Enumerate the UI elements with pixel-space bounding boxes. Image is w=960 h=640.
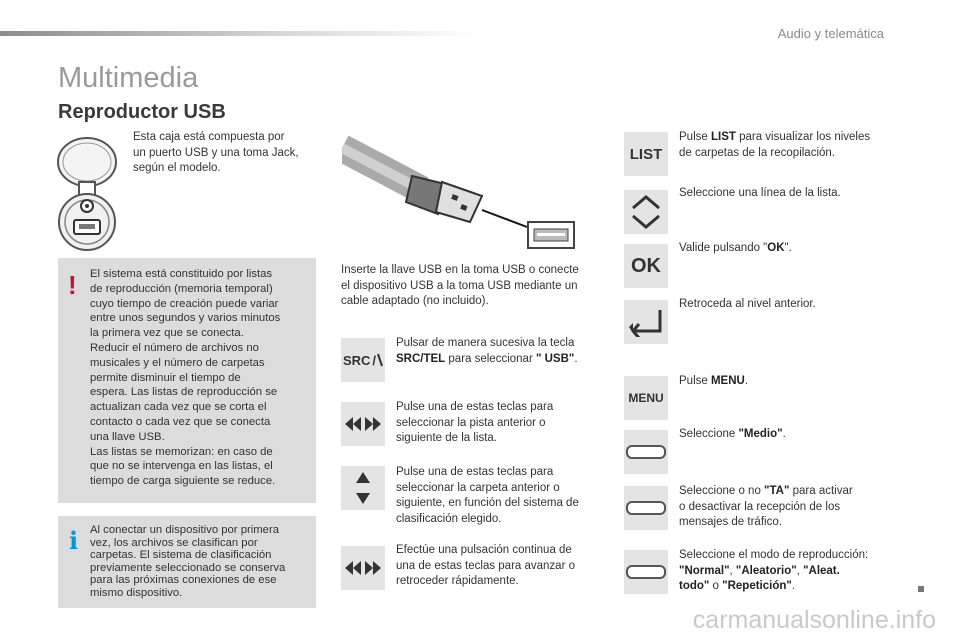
src-key[interactable]: SRC / (341, 338, 385, 382)
folder-step-text: Pulse una de estas teclas para seleccionar la carpeta anterior o siguiente, en función del sistema de clasificación elegido. (396, 466, 579, 525)
ta-selector[interactable] (624, 486, 668, 530)
ok-step-text: Valide pulsando "OK". (679, 242, 792, 254)
fast-forward-icon (365, 561, 381, 575)
back-key[interactable] (624, 300, 668, 344)
selection-pill-icon (626, 445, 666, 459)
back-step-text: Retroceda al nivel anterior. (679, 298, 816, 310)
slash-icon: / (372, 352, 377, 368)
info-text: Al conectar un dispositivo por primera vez, los archivos se clasifican por carpetas. El sistema de clasificación previamente seleccionado se conserva para las próximas conexiones de ese mismo dispositivo. (90, 524, 286, 599)
play-mode-text: Seleccione el modo de reproducción: "Normal", "Aleatorio", "Aleat. todo" o "Repetición". (679, 549, 869, 592)
arrow-up-icon (356, 472, 370, 483)
watermark: carmanualsonline.info (692, 606, 936, 634)
info-note (58, 516, 316, 608)
chevron-down-icon (633, 216, 659, 227)
section-subtitle: Reproductor USB (58, 101, 226, 123)
track-seek-keys[interactable] (341, 402, 385, 446)
exclamation-icon: ! (68, 270, 77, 300)
intro-text: Esta caja está compuesta por un puerto USB y una toma Jack, según el modelo. (133, 131, 299, 174)
selection-pill-icon (626, 501, 666, 515)
page-marker (918, 586, 924, 592)
ta-step-text: Seleccione o no "TA" para activar o desactivar la recepción de los mensajes de tráfico. (679, 485, 853, 528)
up-down-key[interactable] (624, 190, 668, 234)
list-step-text: Pulse LIST para visualizar los niveles de carpetas de la recopilación. (679, 131, 871, 159)
selection-pill-icon (626, 565, 666, 579)
ok-key[interactable]: OK (624, 244, 668, 288)
src-step-text: Pulsar de manera sucesiva la tecla SRC/TEL para seleccionar " USB". (396, 337, 578, 365)
usb-plug-illustration (342, 132, 584, 252)
fast-step-text: Efectúe una pulsación continua de una de estas teclas para avanzar o retroceder rápidamente. (396, 544, 576, 587)
fast-seek-keys[interactable] (341, 546, 385, 590)
select-line-text: Seleccione una línea de la lista. (679, 187, 841, 199)
header-bar (0, 31, 480, 36)
play-mode-selector[interactable] (624, 550, 668, 594)
previous-track-icon (345, 417, 361, 431)
medio-step-text: Seleccione "Medio". (679, 428, 786, 440)
usb-box-illustration (52, 132, 122, 254)
chevron-up-icon (633, 197, 659, 208)
list-key[interactable]: LIST (624, 132, 668, 176)
page-title: Multimedia (58, 62, 199, 94)
usb-instruction: Inserte la llave USB en la toma USB o conecte el dispositivo USB a la toma USB mediante un cable adaptado (no incluido). (341, 264, 579, 307)
phone-handset-icon (376, 353, 383, 367)
return-arrow-icon (629, 307, 663, 337)
arrow-down-icon (356, 493, 370, 504)
rewind-icon (345, 561, 361, 575)
menu-key[interactable]: MENU (624, 376, 668, 420)
section-label: Audio y telemática (777, 26, 884, 41)
folder-keys[interactable] (341, 466, 385, 510)
menu-step-text: Pulse MENU. (679, 375, 749, 387)
track-step-text: Pulse una de estas teclas para seleccionar la pista anterior o siguiente de la lista. (396, 401, 554, 444)
warning-note (58, 258, 316, 503)
warning-text: El sistema está constituido por listas de reproducción (memoria temporal) cuyo tiempo de creación puede variar entre unos segundos y varios minutos la primera vez que se conecta. Reducir el número de archivos no musicales y el número de carpetas permite disminuir el tiempo de espera. Las listas de reproducción se actualizan cada vez que se corta el contacto o cada vez que se conecta una llave USB. Las listas se memorizan: en caso de que no se intervenga en las listas, el tiempo de carga siguiente se reduce. (90, 268, 281, 488)
medio-selector[interactable] (624, 430, 668, 474)
next-track-icon (365, 417, 381, 431)
info-icon: i (69, 526, 79, 555)
